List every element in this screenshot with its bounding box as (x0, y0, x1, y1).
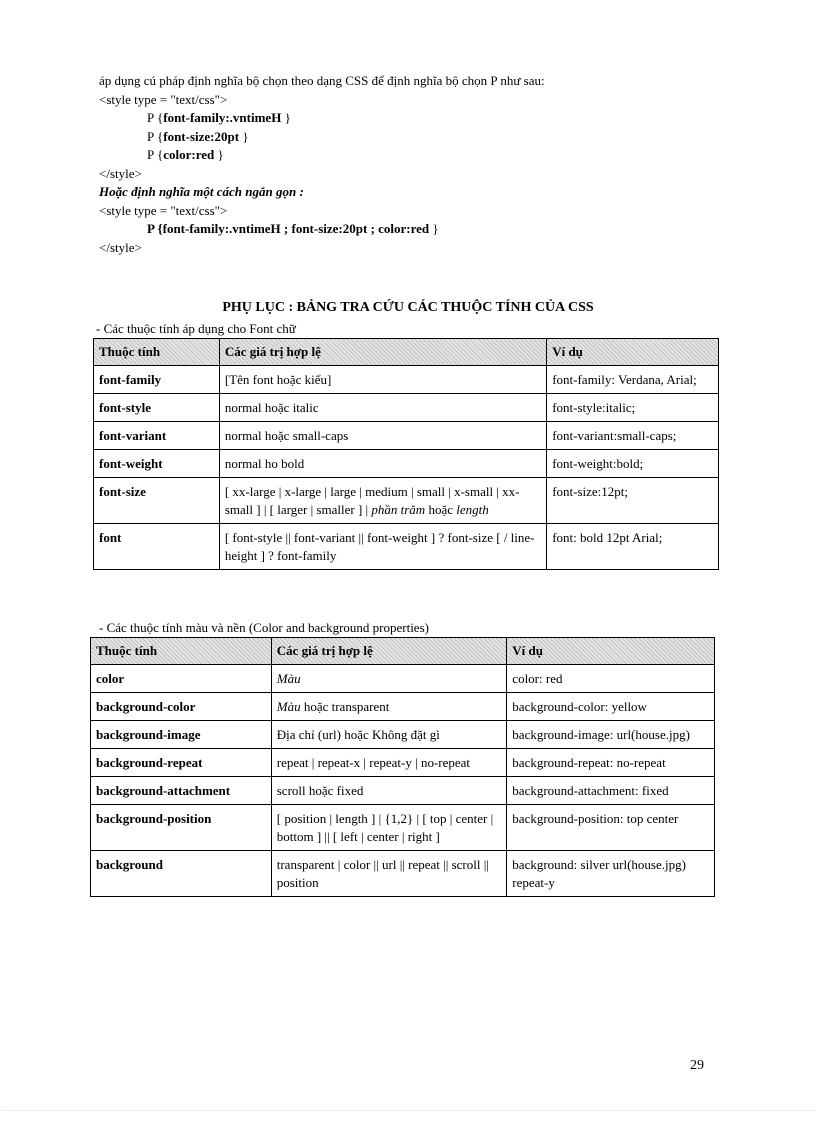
values-cell: [ xx-large | x-large | large | medium | small | x-small | xx-small ] | [ larger | smaller ] | phần trăm hoặc length (219, 478, 546, 524)
table-row (91, 665, 715, 693)
values-cell: transparent | color || url || repeat || scroll || position (271, 851, 507, 897)
property-cell: color (91, 665, 272, 693)
property-cell: background-repeat (91, 749, 272, 777)
example-cell: font-weight:bold; (547, 450, 719, 478)
example-cell: font-style:italic; (547, 394, 719, 422)
style-open-tag: <style type = "text/css"> (99, 91, 228, 107)
example-cell: font-variant:small-caps; (547, 422, 719, 450)
table-header-row (94, 339, 719, 366)
example-cell: font-size:12pt; (547, 478, 719, 524)
example-cell: background-position: top center (507, 805, 715, 851)
table-row (91, 749, 715, 777)
color-background-table (90, 637, 715, 897)
intro-sentence: áp dụng cú pháp định nghĩa bộ chọn theo dạng CSS để định nghĩa bộ chọn P như sau: (99, 73, 545, 88)
example-cell: background: silver url(house.jpg) repeat-y (507, 851, 715, 897)
css-rule-combined: P {font-family:.vntimeH ; font-size:20pt ; color:red } (147, 221, 439, 236)
footer-divider (0, 1110, 816, 1111)
example-cell: background-image: url(house.jpg) (507, 721, 715, 749)
property-cell: font-family (94, 366, 220, 394)
property-cell: background-image (91, 721, 272, 749)
example-cell: color: red (507, 665, 715, 693)
values-cell: scroll hoặc fixed (271, 777, 507, 805)
property-cell: background-color (91, 693, 272, 721)
values-cell: Màu (271, 665, 507, 693)
values-cell: repeat | repeat-x | repeat-y | no-repeat (271, 749, 507, 777)
css-rule-2: P {font-size:20pt } (147, 128, 249, 144)
values-cell: [ position | length ] | {1,2} | [ top | center | bottom ] || [ left | center | right ] (271, 805, 507, 851)
values-cell: Địa chỉ (url) hoặc Không đặt gì (271, 721, 507, 749)
property-cell: font-variant (94, 422, 220, 450)
css-rule-1: P {font-family:.vntimeH } (147, 110, 291, 125)
style-close-tag: </style> (99, 165, 142, 181)
header-cell: Các giá trị hợp lệ (271, 638, 507, 665)
table-row (91, 805, 715, 851)
font-table-caption: - Các thuộc tính áp dụng cho Font chữ (96, 321, 296, 336)
example-cell: background-repeat: no-repeat (507, 749, 715, 777)
values-cell: [Tên font hoặc kiểu] (219, 366, 546, 394)
table-row (94, 394, 719, 422)
example-cell: font-family: Verdana, Arial; (547, 366, 719, 394)
table-row (91, 693, 715, 721)
table-row (94, 524, 719, 570)
example-cell: font: bold 12pt Arial; (547, 524, 719, 570)
style-open-tag-2: <style type = "text/css"> (99, 202, 228, 218)
header-cell: Ví dụ (547, 339, 719, 366)
css-rule-3: P {color:red } (147, 147, 224, 162)
table-row (91, 777, 715, 805)
table-row (94, 366, 719, 394)
header-cell: Các giá trị hợp lệ (219, 339, 546, 366)
table-row (91, 851, 715, 897)
header-cell: Thuộc tính (91, 638, 272, 665)
example-cell: background-attachment: fixed (507, 777, 715, 805)
short-form-heading: Hoặc định nghĩa một cách ngắn gọn : (99, 184, 304, 199)
table-row (94, 478, 719, 524)
example-cell: background-color: yellow (507, 693, 715, 721)
table-row (94, 450, 719, 478)
table-row (91, 721, 715, 749)
property-cell: font-style (94, 394, 220, 422)
values-cell: [ font-style || font-variant || font-weight ] ? font-size [ / line-height ] ? font-family (219, 524, 546, 570)
intro-block (99, 72, 719, 257)
values-cell: normal ho bold (219, 450, 546, 478)
property-cell: background (91, 851, 272, 897)
values-cell: Màu hoặc transparent (271, 693, 507, 721)
property-cell: background-attachment (91, 777, 272, 805)
color-table-caption: - Các thuộc tính màu và nền (Color and background properties) (99, 620, 429, 635)
table-header-row (91, 638, 715, 665)
property-cell: font-weight (94, 450, 220, 478)
page-number: 29 (690, 1058, 704, 1073)
table-row (94, 422, 719, 450)
font-properties-table (93, 338, 719, 570)
header-cell: Ví dụ (507, 638, 715, 665)
values-cell: normal hoặc italic (219, 394, 546, 422)
property-cell: background-position (91, 805, 272, 851)
property-cell: font-size (94, 478, 220, 524)
appendix-title: PHỤ LỤC : BẢNG TRA CỨU CÁC THUỘC TÍNH CỦA CSS (222, 300, 594, 315)
header-cell: Thuộc tính (94, 339, 220, 366)
values-cell: normal hoặc small-caps (219, 422, 546, 450)
property-cell: font (94, 524, 220, 570)
style-close-tag-2: </style> (99, 239, 142, 255)
